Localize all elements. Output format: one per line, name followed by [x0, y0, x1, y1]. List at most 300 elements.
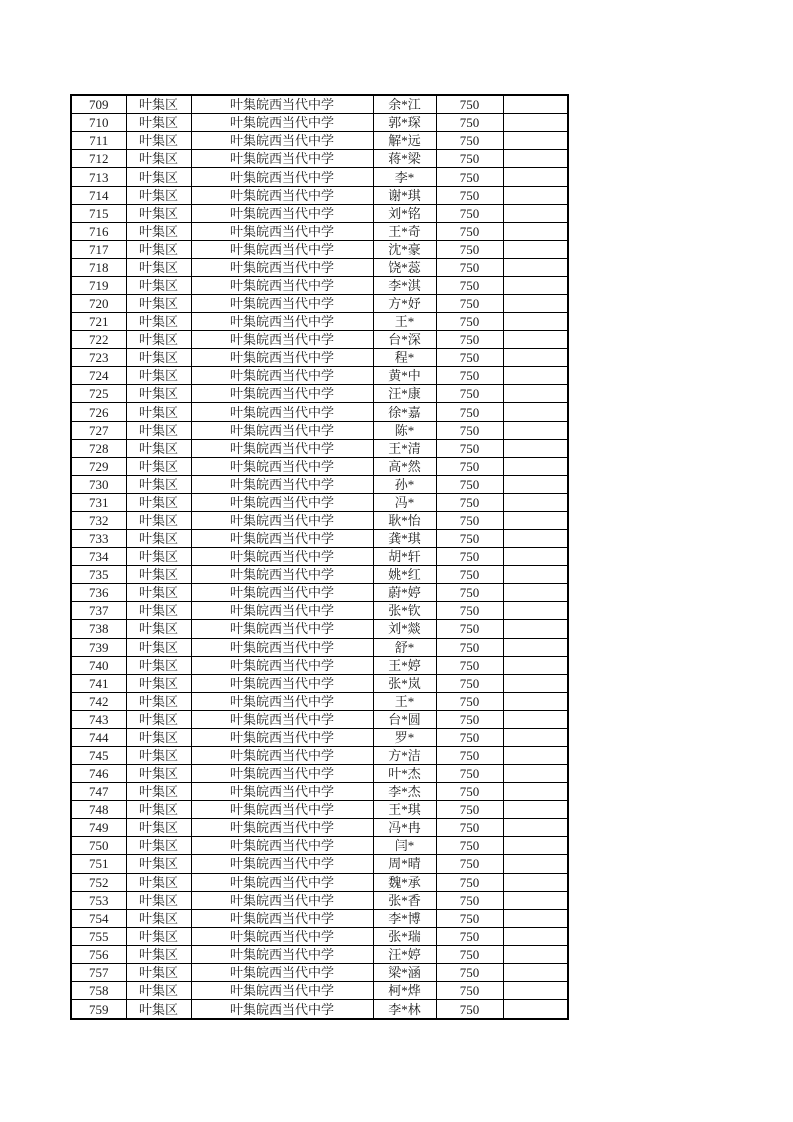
- cell-school: 叶集皖西当代中学: [191, 114, 373, 132]
- cell-score: 750: [436, 891, 503, 909]
- cell-school: 叶集皖西当代中学: [191, 439, 373, 457]
- cell-empty: [503, 295, 568, 313]
- cell-score: 750: [436, 945, 503, 963]
- cell-district: 叶集区: [126, 331, 191, 349]
- table-row: [71, 548, 568, 566]
- cell-district: 叶集区: [126, 620, 191, 638]
- cell-name: 李*淇: [373, 276, 436, 294]
- cell-school: 叶集皖西当代中学: [191, 728, 373, 746]
- cell-rank: 742: [71, 692, 126, 710]
- cell-school: 叶集皖西当代中学: [191, 837, 373, 855]
- cell-district: 叶集区: [126, 222, 191, 240]
- cell-name: 沈*豪: [373, 240, 436, 258]
- cell-district: 叶集区: [126, 837, 191, 855]
- cell-score: 750: [436, 927, 503, 945]
- cell-rank: 729: [71, 457, 126, 475]
- cell-rank: 723: [71, 349, 126, 367]
- cell-district: 叶集区: [126, 746, 191, 764]
- cell-district: 叶集区: [126, 584, 191, 602]
- cell-rank: 715: [71, 204, 126, 222]
- cell-empty: [503, 620, 568, 638]
- cell-score: 750: [436, 132, 503, 150]
- cell-rank: 749: [71, 819, 126, 837]
- cell-empty: [503, 331, 568, 349]
- table-row: [71, 927, 568, 945]
- cell-district: 叶集区: [126, 981, 191, 999]
- cell-score: 750: [436, 313, 503, 331]
- cell-school: 叶集皖西当代中学: [191, 1000, 373, 1019]
- cell-school: 叶集皖西当代中学: [191, 295, 373, 313]
- cell-score: 750: [436, 114, 503, 132]
- table-row: [71, 150, 568, 168]
- cell-name: 龚*琪: [373, 530, 436, 548]
- table-row: [71, 258, 568, 276]
- cell-score: 750: [436, 801, 503, 819]
- table-row: [71, 620, 568, 638]
- cell-rank: 721: [71, 313, 126, 331]
- cell-score: 750: [436, 620, 503, 638]
- table-row: [71, 204, 568, 222]
- cell-name: 冯*: [373, 493, 436, 511]
- cell-score: 750: [436, 240, 503, 258]
- cell-empty: [503, 656, 568, 674]
- cell-empty: [503, 710, 568, 728]
- cell-empty: [503, 222, 568, 240]
- results-table-body: [71, 95, 568, 1019]
- cell-rank: 731: [71, 493, 126, 511]
- cell-district: 叶集区: [126, 276, 191, 294]
- cell-empty: [503, 457, 568, 475]
- cell-name: 台*深: [373, 331, 436, 349]
- cell-district: 叶集区: [126, 204, 191, 222]
- cell-score: 750: [436, 439, 503, 457]
- cell-empty: [503, 981, 568, 999]
- cell-rank: 738: [71, 620, 126, 638]
- cell-score: 750: [436, 530, 503, 548]
- cell-score: 750: [436, 981, 503, 999]
- cell-score: 750: [436, 746, 503, 764]
- cell-district: 叶集区: [126, 783, 191, 801]
- cell-name: 王*奇: [373, 222, 436, 240]
- cell-rank: 758: [71, 981, 126, 999]
- cell-name: 王*: [373, 692, 436, 710]
- cell-rank: 714: [71, 186, 126, 204]
- cell-district: 叶集区: [126, 945, 191, 963]
- cell-name: 梁*涵: [373, 963, 436, 981]
- cell-empty: [503, 945, 568, 963]
- cell-name: 解*远: [373, 132, 436, 150]
- cell-district: 叶集区: [126, 909, 191, 927]
- cell-name: 张*钦: [373, 602, 436, 620]
- cell-rank: 712: [71, 150, 126, 168]
- cell-rank: 734: [71, 548, 126, 566]
- cell-empty: [503, 511, 568, 529]
- cell-score: 750: [436, 656, 503, 674]
- cell-score: 750: [436, 674, 503, 692]
- cell-name: 张*瑞: [373, 927, 436, 945]
- cell-name: 李*博: [373, 909, 436, 927]
- cell-score: 750: [436, 584, 503, 602]
- cell-district: 叶集区: [126, 240, 191, 258]
- cell-district: 叶集区: [126, 656, 191, 674]
- cell-school: 叶集皖西当代中学: [191, 891, 373, 909]
- cell-school: 叶集皖西当代中学: [191, 511, 373, 529]
- cell-name: 台*圆: [373, 710, 436, 728]
- table-row: [71, 873, 568, 891]
- cell-score: 750: [436, 511, 503, 529]
- table-row: [71, 511, 568, 529]
- cell-district: 叶集区: [126, 95, 191, 114]
- cell-district: 叶集区: [126, 927, 191, 945]
- table-row: [71, 891, 568, 909]
- cell-school: 叶集皖西当代中学: [191, 475, 373, 493]
- cell-rank: 757: [71, 963, 126, 981]
- cell-school: 叶集皖西当代中学: [191, 313, 373, 331]
- cell-school: 叶集皖西当代中学: [191, 168, 373, 186]
- cell-rank: 756: [71, 945, 126, 963]
- cell-empty: [503, 186, 568, 204]
- cell-score: 750: [436, 602, 503, 620]
- cell-rank: 716: [71, 222, 126, 240]
- cell-school: 叶集皖西当代中学: [191, 150, 373, 168]
- cell-name: 汪*康: [373, 385, 436, 403]
- cell-rank: 740: [71, 656, 126, 674]
- cell-district: 叶集区: [126, 638, 191, 656]
- cell-empty: [503, 602, 568, 620]
- cell-rank: 719: [71, 276, 126, 294]
- cell-name: 李*: [373, 168, 436, 186]
- cell-school: 叶集皖西当代中学: [191, 493, 373, 511]
- table-row: [71, 566, 568, 584]
- cell-score: 750: [436, 783, 503, 801]
- cell-score: 750: [436, 421, 503, 439]
- cell-empty: [503, 746, 568, 764]
- cell-name: 姚*红: [373, 566, 436, 584]
- cell-district: 叶集区: [126, 548, 191, 566]
- cell-empty: [503, 728, 568, 746]
- cell-school: 叶集皖西当代中学: [191, 981, 373, 999]
- cell-school: 叶集皖西当代中学: [191, 710, 373, 728]
- cell-name: 孙*: [373, 475, 436, 493]
- table-row: [71, 855, 568, 873]
- cell-district: 叶集区: [126, 819, 191, 837]
- cell-empty: [503, 584, 568, 602]
- cell-empty: [503, 891, 568, 909]
- cell-empty: [503, 313, 568, 331]
- cell-district: 叶集区: [126, 403, 191, 421]
- cell-district: 叶集区: [126, 313, 191, 331]
- cell-score: 750: [436, 222, 503, 240]
- cell-rank: 745: [71, 746, 126, 764]
- cell-school: 叶集皖西当代中学: [191, 548, 373, 566]
- table-row: [71, 530, 568, 548]
- cell-empty: [503, 927, 568, 945]
- cell-score: 750: [436, 873, 503, 891]
- cell-name: 程*: [373, 349, 436, 367]
- cell-rank: 711: [71, 132, 126, 150]
- table-row: [71, 295, 568, 313]
- cell-district: 叶集区: [126, 168, 191, 186]
- cell-name: 刘*燚: [373, 620, 436, 638]
- cell-rank: 739: [71, 638, 126, 656]
- cell-name: 王*琪: [373, 801, 436, 819]
- cell-score: 750: [436, 710, 503, 728]
- cell-district: 叶集区: [126, 855, 191, 873]
- cell-score: 750: [436, 819, 503, 837]
- cell-district: 叶集区: [126, 728, 191, 746]
- cell-name: 李*林: [373, 1000, 436, 1019]
- table-row: [71, 95, 568, 114]
- cell-school: 叶集皖西当代中学: [191, 638, 373, 656]
- cell-name: 余*江: [373, 95, 436, 114]
- cell-rank: 748: [71, 801, 126, 819]
- cell-school: 叶集皖西当代中学: [191, 566, 373, 584]
- cell-empty: [503, 150, 568, 168]
- cell-score: 750: [436, 385, 503, 403]
- cell-score: 750: [436, 204, 503, 222]
- cell-school: 叶集皖西当代中学: [191, 746, 373, 764]
- cell-school: 叶集皖西当代中学: [191, 258, 373, 276]
- cell-school: 叶集皖西当代中学: [191, 403, 373, 421]
- table-row: [71, 349, 568, 367]
- table-row: [71, 692, 568, 710]
- cell-name: 周*晴: [373, 855, 436, 873]
- cell-name: 刘*铭: [373, 204, 436, 222]
- table-row: [71, 385, 568, 403]
- cell-score: 750: [436, 168, 503, 186]
- cell-name: 王*清: [373, 439, 436, 457]
- cell-rank: 732: [71, 511, 126, 529]
- cell-rank: 727: [71, 421, 126, 439]
- cell-name: 魏*承: [373, 873, 436, 891]
- table-row: [71, 439, 568, 457]
- cell-district: 叶集区: [126, 475, 191, 493]
- cell-score: 750: [436, 349, 503, 367]
- cell-score: 750: [436, 728, 503, 746]
- cell-district: 叶集区: [126, 530, 191, 548]
- table-row: [71, 276, 568, 294]
- cell-empty: [503, 855, 568, 873]
- table-row: [71, 240, 568, 258]
- table-row: [71, 493, 568, 511]
- cell-school: 叶集皖西当代中学: [191, 674, 373, 692]
- cell-empty: [503, 837, 568, 855]
- cell-rank: 759: [71, 1000, 126, 1019]
- cell-empty: [503, 403, 568, 421]
- cell-rank: 753: [71, 891, 126, 909]
- cell-name: 张*岚: [373, 674, 436, 692]
- table-row: [71, 114, 568, 132]
- cell-school: 叶集皖西当代中学: [191, 530, 373, 548]
- cell-empty: [503, 493, 568, 511]
- table-row: [71, 457, 568, 475]
- cell-district: 叶集区: [126, 258, 191, 276]
- cell-district: 叶集区: [126, 566, 191, 584]
- results-table: [70, 94, 569, 1020]
- cell-district: 叶集区: [126, 150, 191, 168]
- cell-empty: [503, 963, 568, 981]
- cell-empty: [503, 674, 568, 692]
- cell-school: 叶集皖西当代中学: [191, 367, 373, 385]
- cell-rank: 752: [71, 873, 126, 891]
- cell-school: 叶集皖西当代中学: [191, 132, 373, 150]
- cell-rank: 743: [71, 710, 126, 728]
- cell-rank: 735: [71, 566, 126, 584]
- cell-school: 叶集皖西当代中学: [191, 927, 373, 945]
- cell-rank: 726: [71, 403, 126, 421]
- cell-rank: 751: [71, 855, 126, 873]
- cell-score: 750: [436, 331, 503, 349]
- cell-rank: 713: [71, 168, 126, 186]
- cell-empty: [503, 367, 568, 385]
- cell-rank: 725: [71, 385, 126, 403]
- cell-name: 罗*: [373, 728, 436, 746]
- cell-district: 叶集区: [126, 891, 191, 909]
- cell-rank: 717: [71, 240, 126, 258]
- cell-school: 叶集皖西当代中学: [191, 276, 373, 294]
- cell-school: 叶集皖西当代中学: [191, 692, 373, 710]
- table-row: [71, 1000, 568, 1019]
- cell-name: 陈*: [373, 421, 436, 439]
- cell-rank: 746: [71, 765, 126, 783]
- cell-empty: [503, 95, 568, 114]
- cell-school: 叶集皖西当代中学: [191, 349, 373, 367]
- cell-name: 蔚*婷: [373, 584, 436, 602]
- table-row: [71, 945, 568, 963]
- cell-score: 750: [436, 186, 503, 204]
- cell-score: 750: [436, 150, 503, 168]
- cell-score: 750: [436, 855, 503, 873]
- table-row: [71, 728, 568, 746]
- cell-score: 750: [436, 566, 503, 584]
- cell-score: 750: [436, 367, 503, 385]
- cell-score: 750: [436, 765, 503, 783]
- cell-rank: 737: [71, 602, 126, 620]
- cell-empty: [503, 801, 568, 819]
- cell-rank: 733: [71, 530, 126, 548]
- cell-empty: [503, 475, 568, 493]
- cell-score: 750: [436, 963, 503, 981]
- cell-score: 750: [436, 909, 503, 927]
- table-row: [71, 783, 568, 801]
- cell-district: 叶集区: [126, 602, 191, 620]
- table-row: [71, 656, 568, 674]
- cell-school: 叶集皖西当代中学: [191, 457, 373, 475]
- cell-name: 方*洁: [373, 746, 436, 764]
- cell-district: 叶集区: [126, 493, 191, 511]
- cell-school: 叶集皖西当代中学: [191, 620, 373, 638]
- cell-name: 闫*: [373, 837, 436, 855]
- cell-empty: [503, 548, 568, 566]
- cell-school: 叶集皖西当代中学: [191, 855, 373, 873]
- cell-school: 叶集皖西当代中学: [191, 656, 373, 674]
- cell-rank: 754: [71, 909, 126, 927]
- cell-district: 叶集区: [126, 385, 191, 403]
- cell-rank: 722: [71, 331, 126, 349]
- table-row: [71, 222, 568, 240]
- cell-rank: 728: [71, 439, 126, 457]
- cell-rank: 747: [71, 783, 126, 801]
- table-row: [71, 168, 568, 186]
- cell-school: 叶集皖西当代中学: [191, 385, 373, 403]
- cell-empty: [503, 240, 568, 258]
- cell-district: 叶集区: [126, 114, 191, 132]
- cell-district: 叶集区: [126, 765, 191, 783]
- table-row: [71, 909, 568, 927]
- cell-school: 叶集皖西当代中学: [191, 819, 373, 837]
- cell-district: 叶集区: [126, 801, 191, 819]
- cell-empty: [503, 1000, 568, 1019]
- cell-empty: [503, 566, 568, 584]
- cell-empty: [503, 349, 568, 367]
- cell-empty: [503, 765, 568, 783]
- cell-empty: [503, 168, 568, 186]
- table-row: [71, 367, 568, 385]
- cell-rank: 755: [71, 927, 126, 945]
- cell-district: 叶集区: [126, 511, 191, 529]
- cell-school: 叶集皖西当代中学: [191, 186, 373, 204]
- cell-name: 方*妤: [373, 295, 436, 313]
- cell-empty: [503, 783, 568, 801]
- cell-rank: 720: [71, 295, 126, 313]
- cell-school: 叶集皖西当代中学: [191, 584, 373, 602]
- cell-school: 叶集皖西当代中学: [191, 873, 373, 891]
- cell-district: 叶集区: [126, 439, 191, 457]
- cell-school: 叶集皖西当代中学: [191, 95, 373, 114]
- cell-rank: 736: [71, 584, 126, 602]
- cell-score: 750: [436, 276, 503, 294]
- cell-name: 李*杰: [373, 783, 436, 801]
- cell-name: 张*香: [373, 891, 436, 909]
- table-row: [71, 331, 568, 349]
- cell-name: 徐*嘉: [373, 403, 436, 421]
- table-row: [71, 981, 568, 999]
- table-row: [71, 132, 568, 150]
- cell-name: 冯*冉: [373, 819, 436, 837]
- cell-name: 舒*: [373, 638, 436, 656]
- table-row: [71, 674, 568, 692]
- cell-name: 耿*怡: [373, 511, 436, 529]
- cell-district: 叶集区: [126, 1000, 191, 1019]
- cell-district: 叶集区: [126, 421, 191, 439]
- cell-school: 叶集皖西当代中学: [191, 222, 373, 240]
- cell-name: 高*然: [373, 457, 436, 475]
- cell-score: 750: [436, 95, 503, 114]
- table-row: [71, 801, 568, 819]
- cell-name: 黄*中: [373, 367, 436, 385]
- cell-empty: [503, 819, 568, 837]
- cell-rank: 709: [71, 95, 126, 114]
- cell-score: 750: [436, 475, 503, 493]
- cell-score: 750: [436, 638, 503, 656]
- table-row: [71, 710, 568, 728]
- cell-name: 饶*蕊: [373, 258, 436, 276]
- cell-name: 谢*琪: [373, 186, 436, 204]
- cell-rank: 750: [71, 837, 126, 855]
- table-row: [71, 746, 568, 764]
- cell-empty: [503, 132, 568, 150]
- cell-district: 叶集区: [126, 710, 191, 728]
- cell-name: 郭*琛: [373, 114, 436, 132]
- cell-district: 叶集区: [126, 132, 191, 150]
- cell-score: 750: [436, 457, 503, 475]
- cell-empty: [503, 421, 568, 439]
- cell-empty: [503, 873, 568, 891]
- cell-rank: 730: [71, 475, 126, 493]
- cell-name: 柯*烨: [373, 981, 436, 999]
- cell-school: 叶集皖西当代中学: [191, 963, 373, 981]
- table-row: [71, 963, 568, 981]
